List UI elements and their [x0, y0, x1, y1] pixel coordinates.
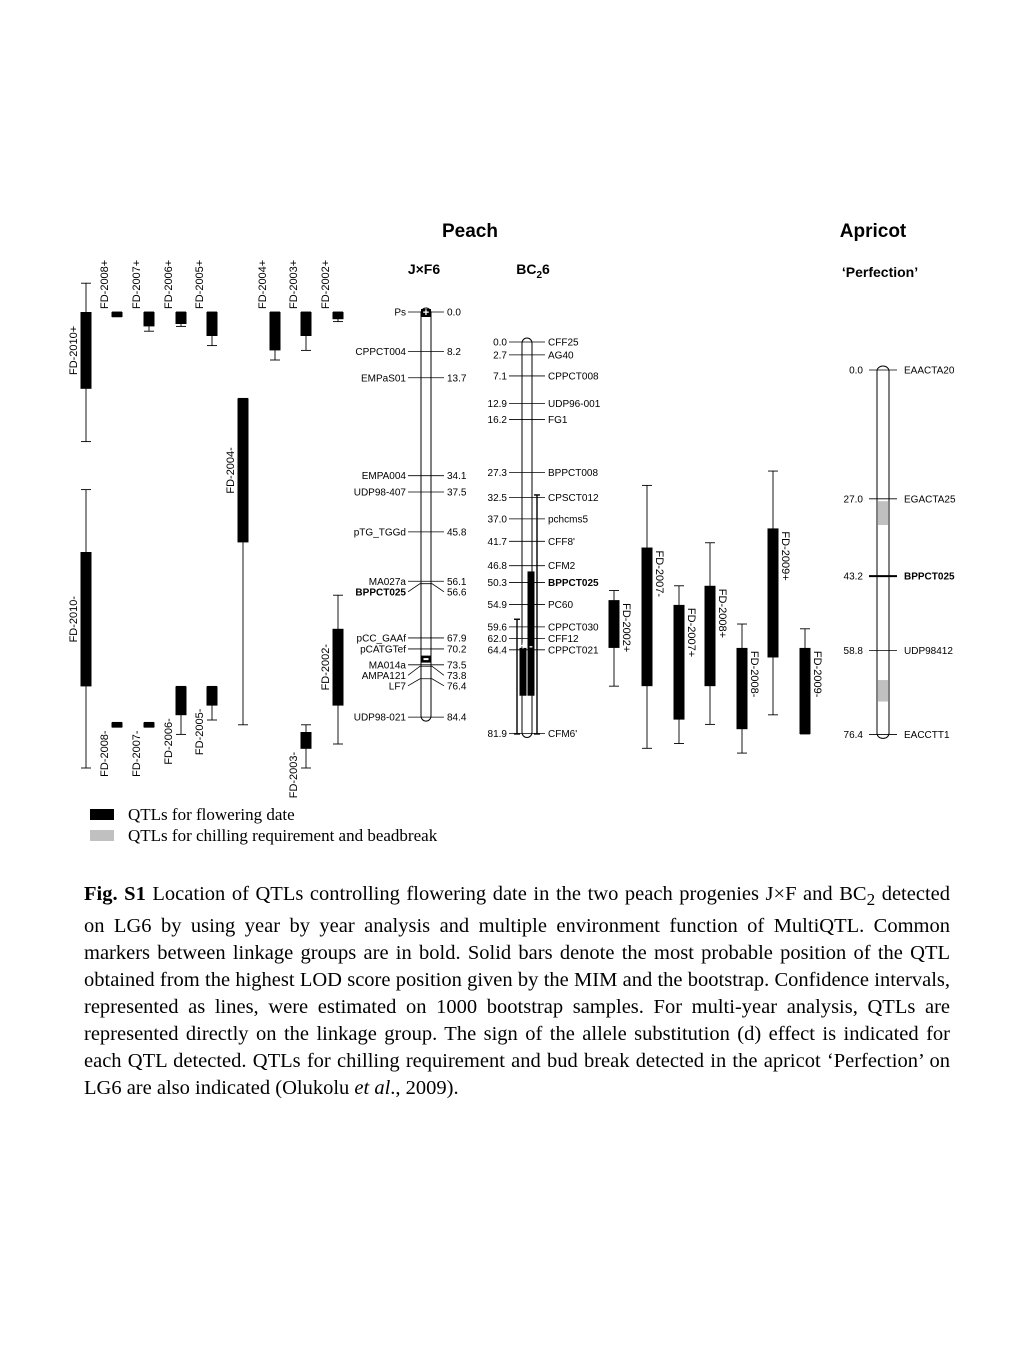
caption-text-2: detected on LG6 by using year by year analysis and multiple environment function of MultiQTL. Common markers between linkage groups are in bold. Solid bars denote the most probable position of the QTL obtained from the highest LOD score position given by the MIM and the bootstrap. Confidence intervals, represented as lines, were estimated on 1000 bootstrap samples. For multi-year analysis, QTLs are represented directly on the linkage group. The sign of the allele substitution (d) effect is indicated for each QTL detected. QTLs for chilling requirement and bud break detected in the apricot ‘Perfection’ on LG6 are also indicated (Olukolu — [84, 883, 950, 1100]
bc-marker-pos: 50.3 — [487, 577, 507, 589]
jf-header: J×F6 — [407, 261, 441, 277]
ap-marker-pos: 58.8 — [843, 645, 863, 657]
bc-marker-name: PC60 — [548, 599, 574, 611]
bc-marker-name: CPPCT021 — [548, 645, 599, 657]
jf-qtl-bar — [176, 686, 187, 715]
bc-qtl-label: FD-2008+ — [716, 588, 728, 639]
bc-marker-pos: 2.7 — [493, 350, 507, 362]
peach-header: Peach — [442, 221, 498, 242]
bc-marker-pos: 54.9 — [487, 599, 507, 611]
bc-qtl-label: FD-2002+ — [620, 603, 632, 653]
legend-chilling — [90, 825, 437, 846]
jf-qtl-bar — [207, 686, 218, 705]
jf-qtl-label: FD-2008+ — [99, 259, 111, 309]
bc-marker-pos: 41.7 — [487, 536, 507, 548]
jf-qtl-bar — [144, 722, 155, 727]
ap-marker-name: UDP98412 — [904, 645, 953, 657]
bc-marker-pos: 37.0 — [487, 514, 507, 526]
bc-marker-pos: 16.2 — [487, 414, 507, 426]
bc-marker-name: CFF8' — [548, 536, 575, 548]
jf-qtl-bar — [238, 398, 249, 542]
jf-qtl-label: FD-2007- — [131, 730, 143, 777]
jf-qtl-label: FD-2007+ — [131, 259, 143, 309]
ap-marker-name: EAACTA20 — [904, 365, 955, 377]
jf-qtl-label: FD-2006- — [163, 718, 175, 765]
bc-inline-sign: - — [529, 640, 533, 653]
jf-qtl-label: FD-2010- — [68, 595, 80, 643]
bc-marker-name: CPSCT012 — [548, 492, 599, 504]
ap-marker-pos: 76.4 — [843, 729, 863, 741]
jf-qtl-bar — [112, 722, 123, 727]
jf-qtl-bar — [81, 552, 92, 686]
legend-flowering-label: QTLs for flowering date — [128, 805, 295, 824]
jf-qtl-bar — [176, 312, 187, 324]
ap-marker-name: EACCTT1 — [904, 729, 950, 741]
jf-qtl-bar — [333, 312, 344, 319]
jf-marker-name: pCC_GAAf — [356, 633, 406, 645]
jf-marker-pos: 67.9 — [447, 633, 467, 645]
caption-text-1: Location of QTLs controlling flowering date in the two peach progenies J×F and BC — [145, 883, 867, 905]
jf-qtl-label: FD-2005+ — [194, 259, 206, 309]
bc-marker-name: FG1 — [548, 414, 568, 426]
bc-marker-pos: 46.8 — [487, 561, 507, 573]
jf-qtl-label: FD-2010+ — [68, 325, 80, 376]
jf-marker-name: pCATGTef — [360, 644, 406, 656]
jf-marker-name: EMPaS01 — [360, 373, 406, 385]
bc-marker-pos: 59.6 — [487, 622, 507, 634]
jf-qtl-label: FD-2002- — [320, 643, 332, 691]
bc-qtl-bar — [800, 648, 811, 734]
bc-marker-name: UDP96-001 — [548, 399, 601, 411]
bc-marker-pos: 27.3 — [487, 467, 507, 479]
bc-marker-name: BPPCT025 — [548, 577, 599, 589]
jf-marker-pos: 76.4 — [447, 681, 467, 693]
apricot-header: Apricot — [839, 221, 907, 242]
bc2-header: $BC_26$ — [516, 261, 550, 281]
bc-qtl-bar — [609, 600, 620, 648]
bc-qtl-bar — [768, 528, 779, 657]
ap-marker-pos: 0.0 — [849, 365, 863, 377]
jf-qtl-label: FD-2004+ — [257, 259, 269, 309]
jf-marker-pos: 56.6 — [447, 587, 467, 599]
figure-headers — [408, 221, 918, 281]
jf-marker-pos: 56.1 — [447, 576, 467, 588]
bc-marker-name: CPPCT008 — [548, 371, 599, 383]
jf-qtl-bar — [144, 312, 155, 326]
bc-marker-pos: 12.9 — [487, 399, 507, 411]
bc-marker-name: BPPCT008 — [548, 467, 599, 479]
bc-qtl-bar — [674, 605, 685, 720]
bc-qtl-bar — [737, 648, 748, 729]
bc-marker-pos: 32.5 — [487, 492, 507, 504]
jf-marker-pos: 8.2 — [447, 346, 461, 358]
caption-label: Fig. S1 — [84, 883, 146, 905]
caption-text-3: ., 2009). — [390, 1077, 459, 1100]
bc-marker-name: CFM6' — [548, 728, 578, 740]
jf-qtl-bar — [333, 629, 344, 706]
jf-marker-name: CPPCT004 — [355, 346, 406, 358]
bc-marker-name: CFM2 — [548, 561, 576, 573]
jf-qtl-bar — [207, 312, 218, 336]
bc-marker-pos: 0.0 — [493, 337, 507, 349]
legend — [90, 804, 437, 846]
bc-marker-pos: 62.0 — [487, 633, 507, 645]
qtls-bc2 — [609, 471, 824, 753]
bc-marker-name: CFF25 — [548, 337, 579, 349]
jf-qtl-bar — [301, 732, 312, 749]
jf-marker-name: MA027a — [368, 576, 406, 588]
ap-marker-name: BPPCT025 — [904, 571, 955, 583]
legend-chilling-label: QTLs for chilling requirement and beadbreak — [128, 826, 438, 845]
bc-qtl-label: FD-2009- — [811, 650, 823, 698]
ap-marker-pos: 27.0 — [843, 494, 863, 506]
jf-qtl-label: FD-2003- — [288, 751, 300, 799]
jf-marker-pos: 73.8 — [447, 670, 467, 682]
bc-qtl-label: FD-2007+ — [685, 607, 697, 658]
caption-etal: et al — [354, 1077, 391, 1100]
ap-marker-pos: 43.2 — [843, 571, 863, 583]
bc-marker-name: pchcms5 — [548, 514, 589, 526]
linkage-group-jf — [354, 307, 467, 724]
bc-marker-name: AG40 — [548, 350, 574, 362]
jf-top-sign: + — [422, 307, 430, 319]
jf-marker-name: BPPCT025 — [355, 587, 406, 599]
jf-marker-name: UDP98-021 — [353, 712, 406, 724]
bc-qtl-bar — [642, 548, 653, 687]
jf-qtl-bar — [301, 312, 312, 336]
jf-marker-name: EMPA004 — [361, 471, 406, 483]
perfection-header: ‘Perfection’ — [841, 264, 919, 280]
ap-chilling-qtl — [878, 680, 888, 701]
bc-inline-bar — [520, 648, 527, 696]
jf-marker-pos: 45.8 — [447, 527, 467, 539]
bc-inline-bar — [528, 571, 535, 695]
jf-marker-pos: 13.7 — [447, 373, 467, 385]
bc-qtl-label: FD-2007- — [653, 550, 665, 598]
legend-swatch-black — [90, 809, 114, 820]
legend-swatch-gray — [90, 830, 114, 841]
bc-qtl-label: FD-2009+ — [779, 531, 791, 581]
jf-marker-pos: 37.5 — [447, 487, 467, 499]
figure-caption — [84, 881, 950, 1102]
bc-marker-pos: 64.4 — [487, 645, 507, 657]
jf-qtl-label: FD-2004- — [225, 447, 237, 494]
jf-marker-pos: 84.4 — [447, 712, 467, 724]
jf-marker-pos: 70.2 — [447, 644, 467, 656]
jf-marker-name: LF7 — [388, 681, 406, 693]
jf-marker-name: pTG_TGGd — [353, 527, 406, 539]
ap-chilling-qtl — [878, 501, 888, 525]
bc-marker-name: CPPCT030 — [548, 622, 599, 634]
jf-marker-name: AMPA121 — [361, 670, 406, 682]
jf-qtl-label: FD-2005- — [194, 708, 206, 756]
jf-marker-name: MA014a — [368, 660, 406, 672]
jf-qtl-bar — [112, 312, 123, 317]
jf-qtl-label: FD-2003+ — [288, 259, 300, 309]
jf-qtl-label: FD-2008- — [99, 730, 111, 777]
jf-marker-pos: 0.0 — [447, 307, 461, 319]
jf-qtl-label: FD-2002+ — [320, 259, 332, 309]
jf-marker-pos: 34.1 — [447, 471, 467, 483]
legend-flowering — [90, 804, 437, 825]
jf-marker-name: UDP98-407 — [353, 487, 406, 499]
jf-qtl-label: FD-2006+ — [163, 259, 175, 309]
jf-qtl-bar — [81, 312, 92, 389]
jf-qtl-bar — [270, 312, 281, 350]
ap-marker-name: EGACTA25 — [904, 494, 956, 506]
bc-qtl-label: FD-2008- — [748, 650, 760, 698]
jf-mid-qtl-notch — [424, 658, 429, 660]
jf-marker-pos: 73.5 — [447, 660, 467, 672]
bc-qtl-bar — [705, 586, 716, 686]
caption-sub: 2 — [866, 890, 876, 910]
bc-marker-pos: 7.1 — [493, 371, 507, 383]
bc-inline-sign: + — [519, 640, 527, 653]
linkage-group-bc2 — [488, 338, 601, 740]
linkage-group-perfection — [844, 366, 956, 741]
qtls-jf — [68, 260, 344, 799]
bc-marker-pos: 81.9 — [487, 728, 507, 740]
bc-marker-name: CFF12 — [548, 633, 579, 645]
jf-marker-name: Ps — [394, 307, 406, 319]
